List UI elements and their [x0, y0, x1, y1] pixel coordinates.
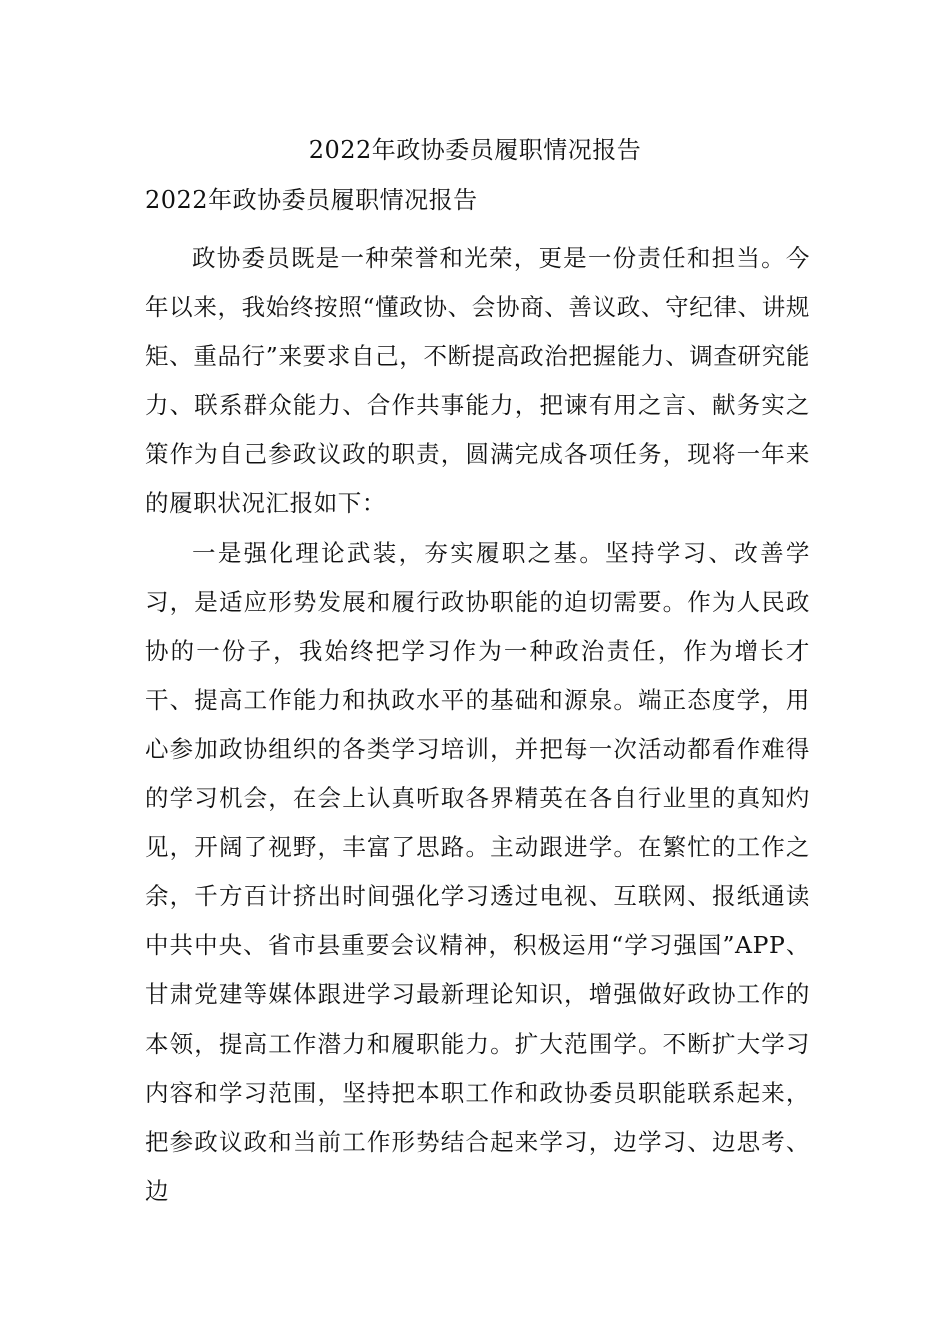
document-body [145, 234, 810, 1216]
paragraph-theory-study: 一是强化理论武装，夯实履职之基。坚持学习、改善学习，是适应形势发展和履行政协职能的迫切需要。作为人民政协的一份子，我始终把学习作为一种政治责任，作为增长才干、提高工作能力和执政水平的基础和源泉。端正态度学，用心参加政协组织的各类学习培训，并把每一次活动都看作难得的学习机会，在会上认真听取各界精英在各自行业里的真知灼见，开阔了视野，丰富了思路。主动跟进学。在繁忙的工作之余，千方百计挤出时间强化学习透过电视、互联网、报纸通读中共中央、省市县重要会议精神，积极运用“学习强国”APP、甘肃党建等媒体跟进学习最新理论知识，增强做好政协工作的本领，提高工作潜力和履职能力。扩大范围学。不断扩大学习内容和学习范围，坚持把本职工作和政协委员职能联系起来，把参政议政和当前工作形势结合起来学习，边学习、边思考、边 [145, 538, 810, 1205]
document-subtitle: 2022年政协委员履职情况报告 [145, 186, 478, 214]
paragraph-intro: 政协委员既是一种荣誉和光荣，更是一份责任和担当。今年以来，我始终按照“懂政协、会协商、善议政、守纪律、讲规矩、重品行”来要求自己，不断提高政治把握能力、调查研究能力、联系群众能力、合作共事能力，把谏有用之言、献务实之策作为自己参政议政的职责，圆满完成各项任务，现将一年来的履职状况汇报如下： [145, 244, 810, 518]
document-title: 2022年政协委员履职情况报告 [308, 136, 642, 164]
